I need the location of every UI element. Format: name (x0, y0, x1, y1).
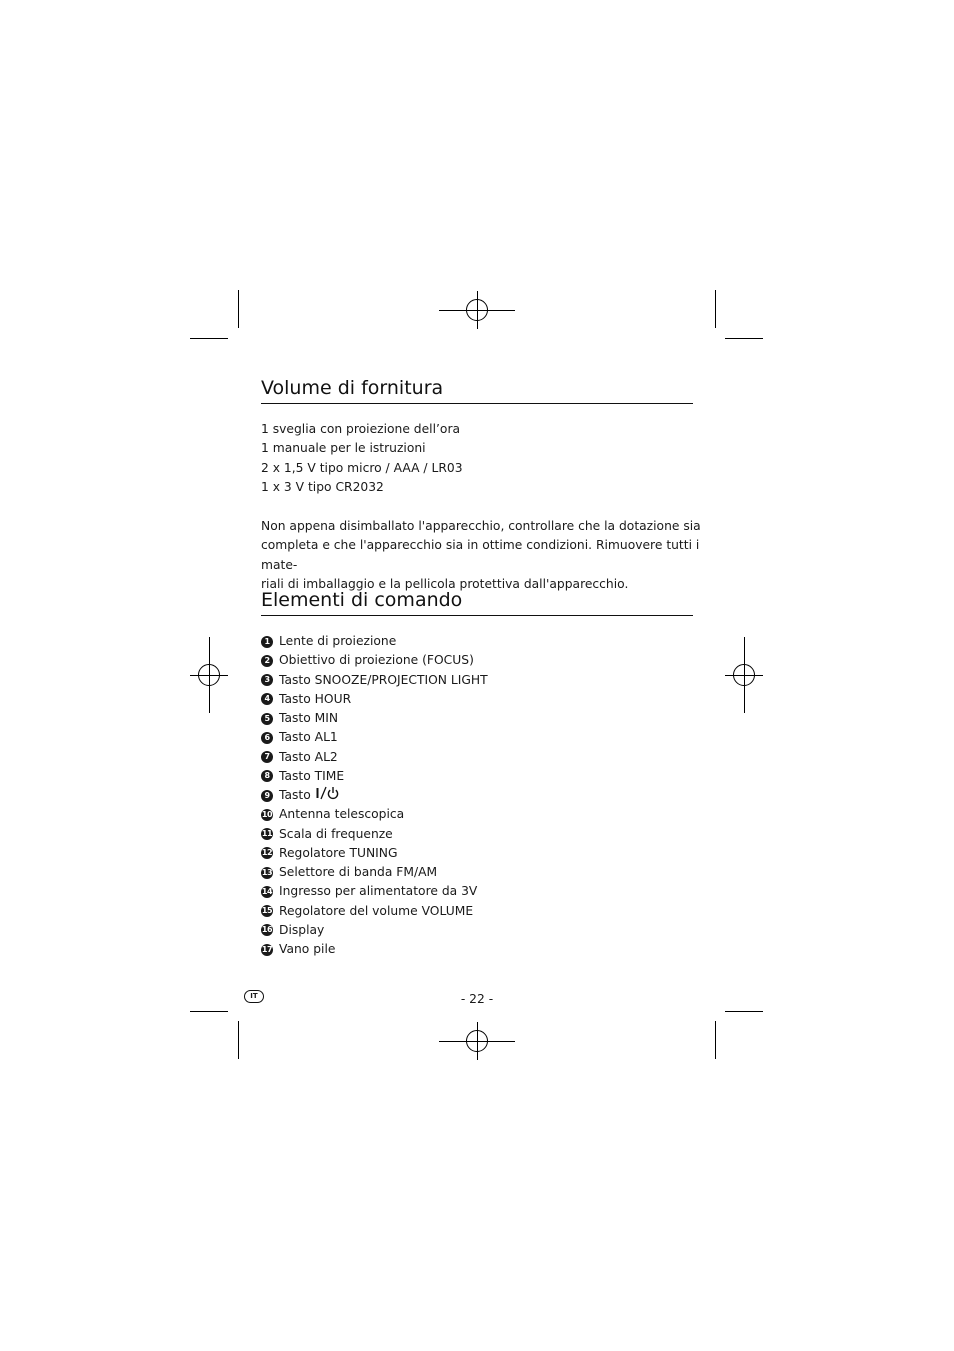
crop-mark (725, 1011, 763, 1012)
paragraph-line: riali di imballaggio e la pellicola protettiva dall'apparecchio. (261, 576, 629, 591)
item-label: Vano pile (279, 942, 336, 956)
item-label: Tasto (279, 788, 311, 802)
item-label: Display (279, 922, 325, 937)
section-divider (261, 615, 693, 616)
list-item (261, 805, 488, 824)
item-label: Selettore di banda FM/AM (279, 865, 438, 879)
list-item (261, 632, 488, 651)
item-number: 16 (261, 925, 273, 935)
item-label: Regolatore TUNING (279, 845, 398, 860)
page-number: - 22 - (460, 992, 494, 1006)
item-number: 7 (261, 751, 273, 763)
item-number: 13 (261, 867, 273, 877)
list-item (261, 902, 488, 921)
item-number: 8 (261, 770, 273, 782)
section-divider (261, 403, 693, 404)
paragraph-line: Non appena disimballato l'apparecchio, controllare che la dotazione sia (261, 519, 701, 533)
list-item (261, 882, 488, 901)
item-label: Scala di frequenze (279, 826, 393, 841)
crop-mark (190, 338, 228, 339)
registration-mark-bottom (439, 1022, 515, 1060)
item-label: Tasto AL2 (279, 749, 338, 764)
crop-mark (238, 290, 239, 328)
supply-item: 2 x 1,5 V tipo micro / AAA / LR03 (261, 460, 463, 475)
power-on-off-icon (315, 786, 339, 806)
list-item (261, 748, 488, 767)
controls-list (261, 632, 488, 959)
item-number: 4 (261, 693, 273, 705)
crop-mark (725, 338, 763, 339)
supply-paragraph (261, 517, 701, 594)
item-label: Ingresso per alimentatore da 3V (279, 884, 478, 899)
item-label: Obiettivo di proiezione (FOCUS) (279, 653, 474, 668)
item-label: Regolatore del volume VOLUME (279, 903, 474, 918)
supply-item: 1 manuale per le istruzioni (261, 441, 426, 456)
supply-list (261, 420, 701, 497)
crop-mark (715, 290, 716, 328)
crop-mark (238, 1021, 239, 1059)
item-label: Tasto HOUR (279, 691, 352, 706)
item-label: Tasto SNOOZE/PROJECTION LIGHT (279, 672, 488, 687)
item-number: 2 (261, 655, 273, 667)
language-badge: IT (244, 990, 264, 1003)
list-item (261, 863, 488, 882)
registration-mark-top (439, 291, 515, 329)
list-item (261, 825, 488, 844)
item-number: 9 (261, 790, 273, 802)
list-item (261, 728, 488, 747)
item-number: 1 (261, 636, 273, 648)
paragraph-line: completa e che l'apparecchio sia in ottime condizioni. Rimuovere tutti i mate- (261, 538, 700, 572)
item-number: 14 (261, 886, 273, 896)
item-number: 12 (261, 848, 273, 858)
item-number: 11 (261, 829, 273, 839)
list-item (261, 940, 488, 959)
supply-item: 1 x 3 V tipo CR2032 (261, 479, 384, 494)
list-item (261, 709, 488, 728)
item-label: Antenna telescopica (279, 807, 405, 822)
item-label: Tasto AL1 (279, 730, 338, 745)
list-item (261, 844, 488, 863)
item-number: 3 (261, 674, 273, 686)
item-label: Tasto MIN (279, 711, 339, 725)
crop-mark (715, 1021, 716, 1059)
item-number: 5 (261, 713, 273, 725)
list-item (261, 671, 488, 690)
registration-mark-right (725, 637, 763, 713)
item-label: Tasto TIME (279, 768, 345, 783)
list-item (261, 921, 488, 940)
list-item (261, 690, 488, 709)
registration-mark-left (190, 637, 228, 713)
section-title-controls: Elementi di comando (261, 589, 463, 611)
item-number: 15 (261, 906, 273, 916)
supply-item: 1 sveglia con proiezione dell’ora (261, 422, 461, 436)
list-item (261, 786, 488, 805)
item-label: Lente di proiezione (279, 634, 397, 648)
crop-mark (190, 1011, 228, 1012)
list-item (261, 767, 488, 786)
item-number: 6 (261, 732, 273, 744)
list-item (261, 651, 488, 670)
section-title-supply: Volume di fornitura (261, 377, 444, 399)
item-number: 10 (261, 809, 273, 819)
item-number: 17 (261, 944, 273, 954)
